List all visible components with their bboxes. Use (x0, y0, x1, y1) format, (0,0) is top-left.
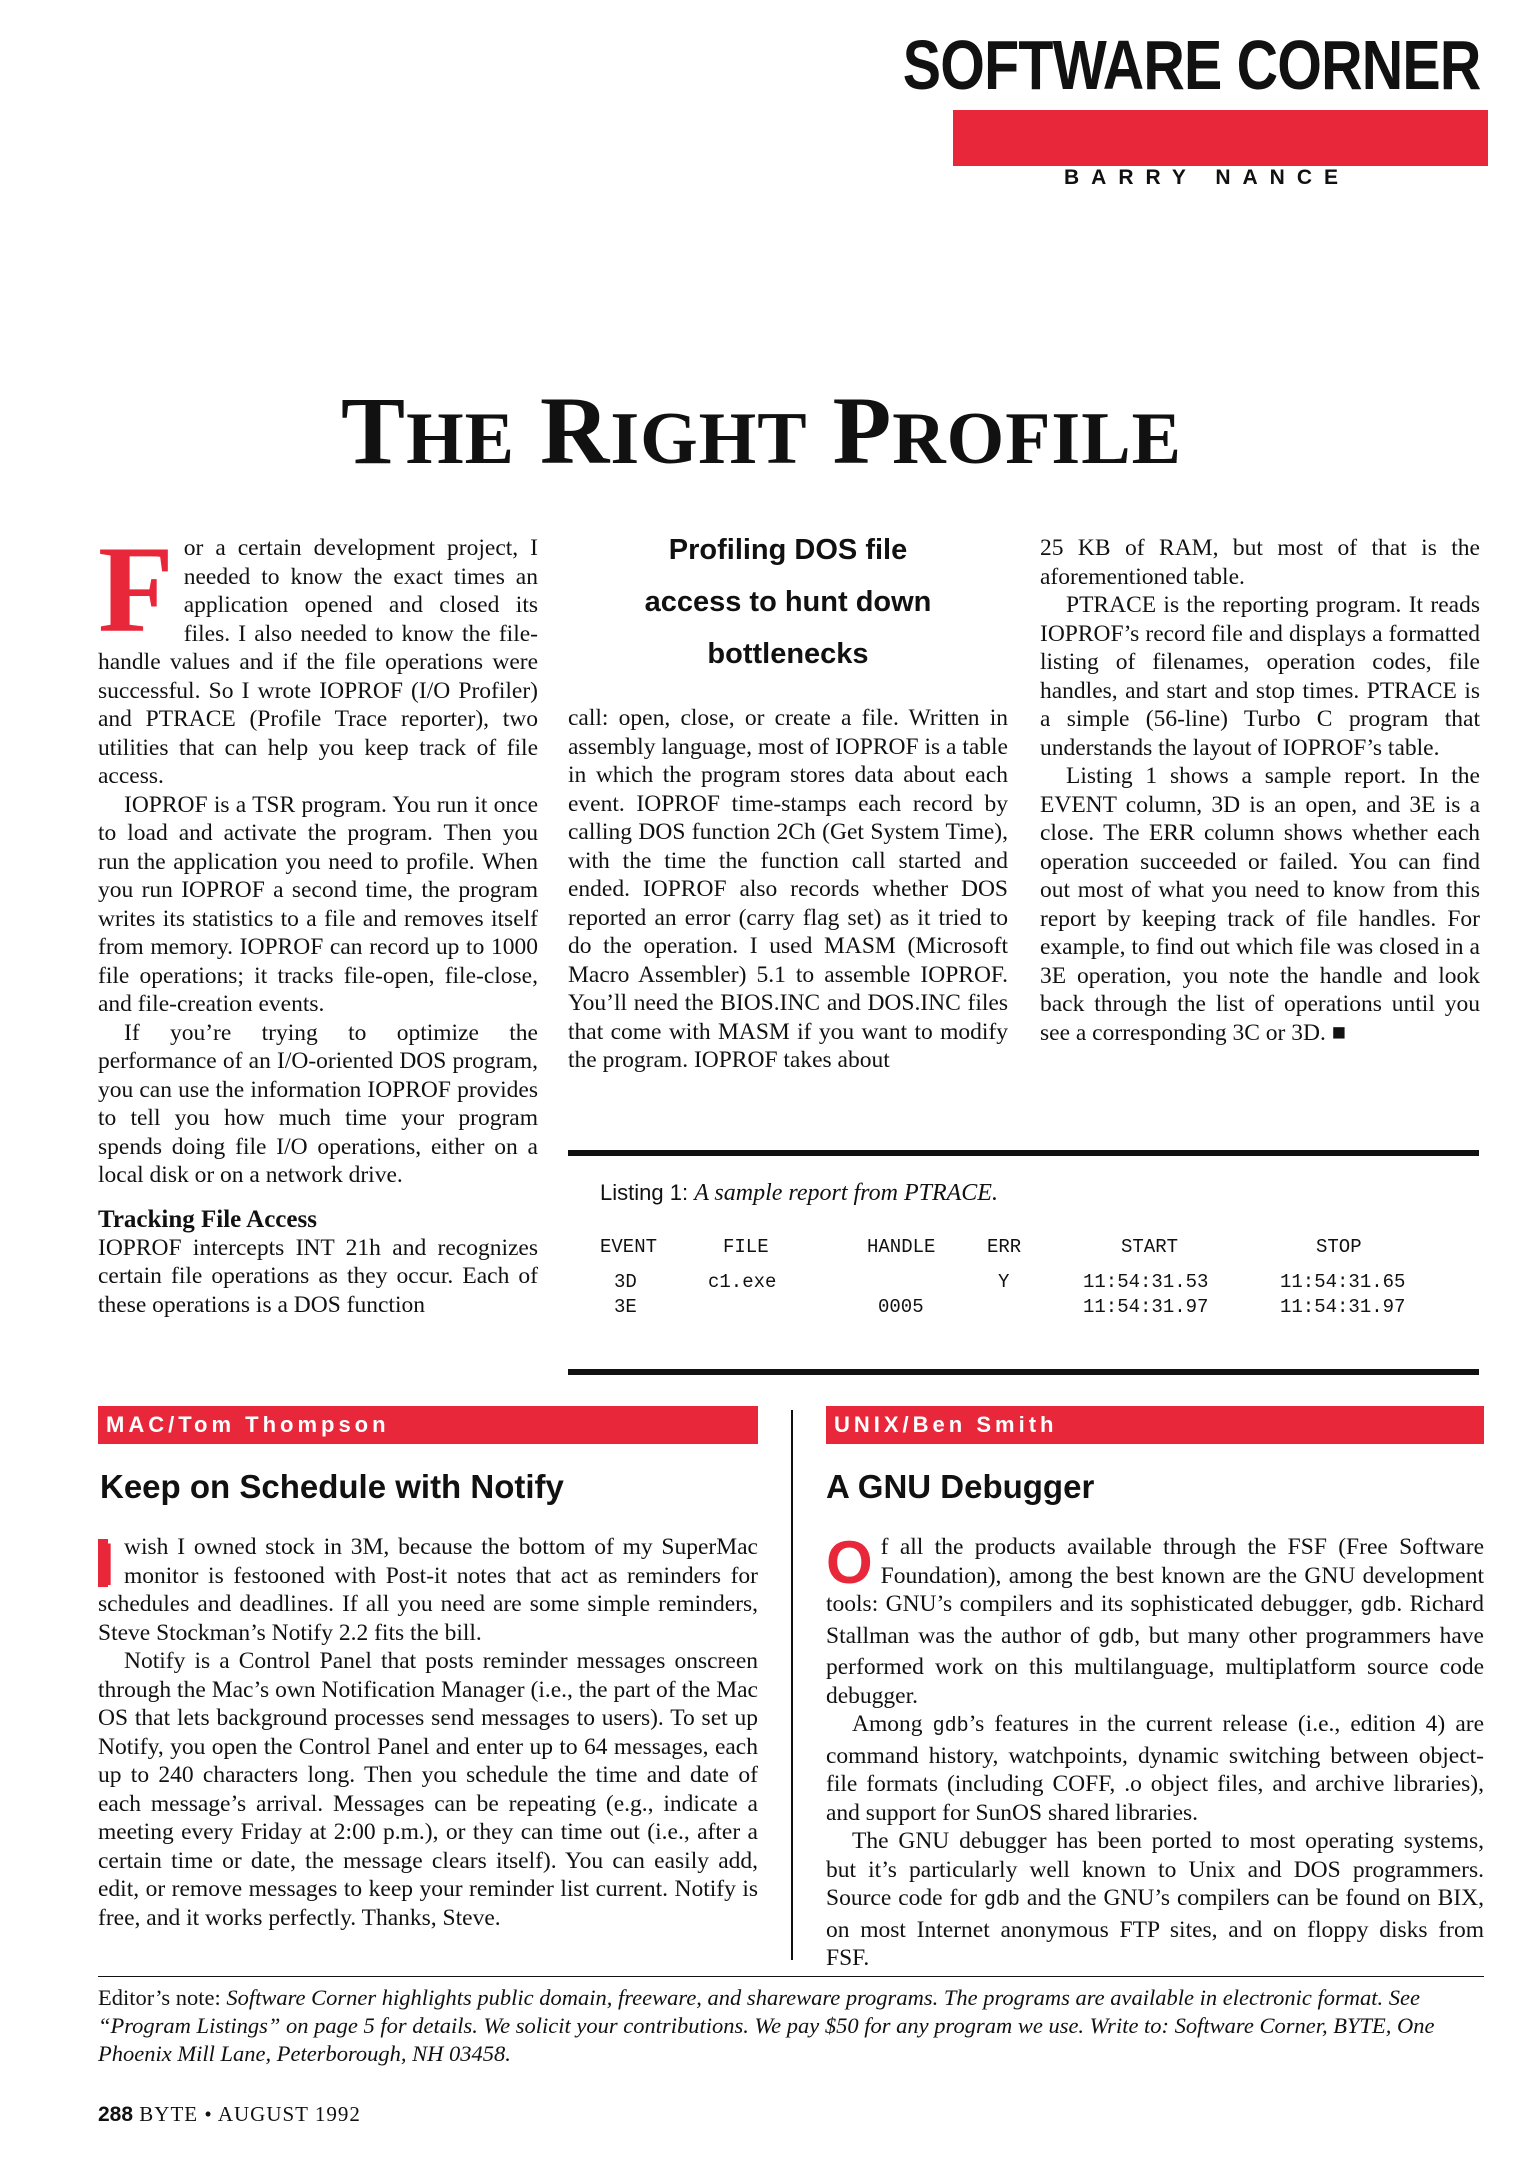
listing-cell: 11:54:31.65 (1280, 1271, 1406, 1293)
code-term: gdb (1360, 1595, 1397, 1618)
drop-cap: O (826, 1529, 873, 1596)
article-paragraph: The GNU debugger has been ported to most operating systems, but it’s particularly well known to Unix and DOS programmers. Source code for gdb and the GNU’s compilers can be found on BIX, on most Internet anonymous FTP sites, and on floppy disks from FSF. (826, 1828, 1484, 1971)
unix-headline: A GNU Debugger (826, 1468, 1095, 1505)
article-paragraph: Of all the products available through the FSF (Free Software Foundation), among the best known are the GNU development tools: GNU’s compilers and its sophisticated debugger, gdb. Richard Stallman was the author of gdb, but many other programmers have performed work on this multilanguage, multiplatform source code debugger. (826, 1529, 1485, 1709)
deck-line: Profiling DOS file (668, 534, 908, 566)
article-paragraph: call: open, close, or create a file. Written in assembly language, most of IOPROF is a table in which the program stores data about each event. IOPROF time-stamps each record by calling DOS function 2Ch (Get System Time), with the time the function call started and ended. IOPROF also records whether DOS reported an error (carry flag set) as it tried to do the operation. I used MASM (Microsoft Macro Assembler) 5.1 to assemble IOPROF. You’ll need the BIOS.INC and DOS.INC files that come with MASM if you want to modify the program. IOPROF takes about (568, 705, 1008, 1073)
listing-header-event: EVENT (600, 1236, 658, 1258)
page-number: 288 (98, 2103, 134, 2126)
article-paragraph: Listing 1 shows a sample report. In the EVENT column, 3D is an open, and 3E is a close. The ERR column shows whether each operation succeeded or failed. You can find out most of what you need to know from this report by keeping track of file handles. For example, to find out which file was closed in a 3E operation, you note the handle and look back through the list of operations until you see a corresponding 3C or 3D. ■ (1040, 763, 1480, 1046)
subhead: Tracking File Access (98, 1205, 317, 1233)
mac-column (98, 1533, 758, 1932)
editors-note-rule (98, 1976, 1484, 1977)
page-footer: 288 BYTE • AUGUST 1992 (98, 2102, 361, 2126)
article-title: THE RIGHT PROFILE (341, 377, 1182, 484)
listing-cell: 11:54:31.97 (1083, 1296, 1209, 1318)
article-paragraph: IOPROF intercepts INT 21h and recognizes certain file operations as they occur. Each of these operations is a DOS function (98, 1234, 538, 1318)
listing-header-handle: HANDLE (867, 1236, 936, 1258)
end-mark: ■ (1331, 1019, 1346, 1046)
listing-cell: 11:54:31.97 (1280, 1296, 1406, 1318)
listing-cell: 3D (614, 1271, 637, 1293)
listing-header-start: START (1121, 1236, 1179, 1258)
listing-caption: Listing 1: A sample report from PTRACE. (600, 1180, 998, 1206)
drop-cap: I (98, 1531, 115, 1598)
listing-header-file: FILE (723, 1236, 769, 1258)
unix-section-bar: UNIX/Ben Smith (826, 1406, 1484, 1444)
mac-section-bar: MAC/Tom Thompson (98, 1406, 758, 1444)
section-accent-bar (953, 110, 1488, 166)
article-paragraph: 25 KB of RAM, but most of that is the aforementioned table. (1040, 535, 1480, 590)
article-paragraph: Among gdb’s features in the current release (i.e., edition 4) are command history, watchpoints, dynamic switching between object-file formats (including COFF, .o object files, and archive libraries), and support for SunOS shared libraries. (826, 1711, 1485, 1826)
code-term: gdb (983, 1889, 1020, 1912)
article-column-1 (98, 521, 538, 1319)
column-divider (791, 1410, 793, 1960)
article-column-2 (568, 704, 1008, 1075)
listing-cell: 0005 (878, 1296, 924, 1318)
listing-cell: c1.exe (708, 1271, 777, 1293)
listing-cell: Y (998, 1271, 1010, 1293)
editors-note: Editor’s note: Software Corner highlights public domain, freeware, and shareware programs. The programs are available in electronic format. See “Program Listings” on page 5 for details. We solicit your contributions. We pay $50 for any program we use. Write to: Software Corner, BYTE, One Phoenix Mill Lane, Peterborough, NH 03458. (98, 1985, 1435, 2066)
article-paragraph: IOPROF is a TSR program. You run it once to load and activate the program. Then you run the application you need to profile. When you run IOPROF a second time, the program writes its statistics to a file and removes itself from memory. IOPROF can record up to 1000 file operations; it tracks file-open, file-close, and file-creation events. (98, 791, 538, 1017)
listing-header-err: ERR (987, 1236, 1022, 1258)
article-column-3 (1040, 534, 1480, 1047)
unix-column (826, 1529, 1485, 1973)
listing-cell: 3E (614, 1296, 637, 1318)
mac-headline: Keep on Schedule with Notify (100, 1468, 564, 1505)
listing-box (568, 1150, 1479, 1375)
article-paragraph: I wish I owned stock in 3M, because the bottom of my SuperMac monitor is festooned with Post-it notes that act as reminders for schedules and deadlines. If all you need are some simple reminders, Steve Stockman’s Notify 2.2 fits the bill. (98, 1531, 758, 1646)
author-byline: BARRY NANCE (1064, 166, 1351, 189)
article-paragraph: PTRACE is the reporting program. It reads IOPROF’s record file and displays a formatted listing of filenames, operation codes, file handles, and start and stop times. PTRACE is a simple (56-line) Turbo C program that understands the layout of IOPROF’s table. (1040, 592, 1480, 761)
code-term: gdb (1098, 1626, 1135, 1650)
section-title: SOFTWARE CORNER (902, 26, 1480, 104)
drop-cap: F (98, 521, 174, 658)
deck-line: access to hunt down (644, 586, 932, 618)
article-paragraph: If you’re trying to optimize the performance of an I/O-oriented DOS program, you can use the information IOPROF provides to tell you how much time your program spends doing file I/O operations, either on a local disk or on a network drive. (98, 1019, 538, 1188)
article-paragraph: For a certain development project, I needed to know the exact times an application opened and closed its files. I also needed to know the file-handle values and if the file operations were successful. So I wrote IOPROF (I/O Profiler) and PTRACE (Profile Trace reporter), two utilities that can help you keep track of file access. (98, 521, 538, 789)
code-term: gdb (932, 1715, 969, 1738)
listing-cell: 11:54:31.53 (1083, 1271, 1209, 1293)
article-paragraph: Notify is a Control Panel that posts reminder messages onscreen through the Mac’s own Notification Manager (i.e., the part of the Mac OS that lets background processes send messages to users). To set up Notify, you open the Control Panel and enter up to 64 messages, each up to 240 characters long. Then you schedule the time and date of each message’s arrival. Messages can be repeating (e.g., indicate a meeting every Friday at 2:00 p.m.), or they can time out (i.e., after a certain time or date, the message clears itself). You can easily add, edit, or remove messages to keep your reminder list current. Notify is free, and it works perfectly. Thanks, Steve. (98, 1648, 758, 1931)
listing-header-stop: STOP (1316, 1236, 1362, 1258)
article-deck (568, 524, 1008, 680)
deck-line: bottlenecks (707, 638, 869, 670)
